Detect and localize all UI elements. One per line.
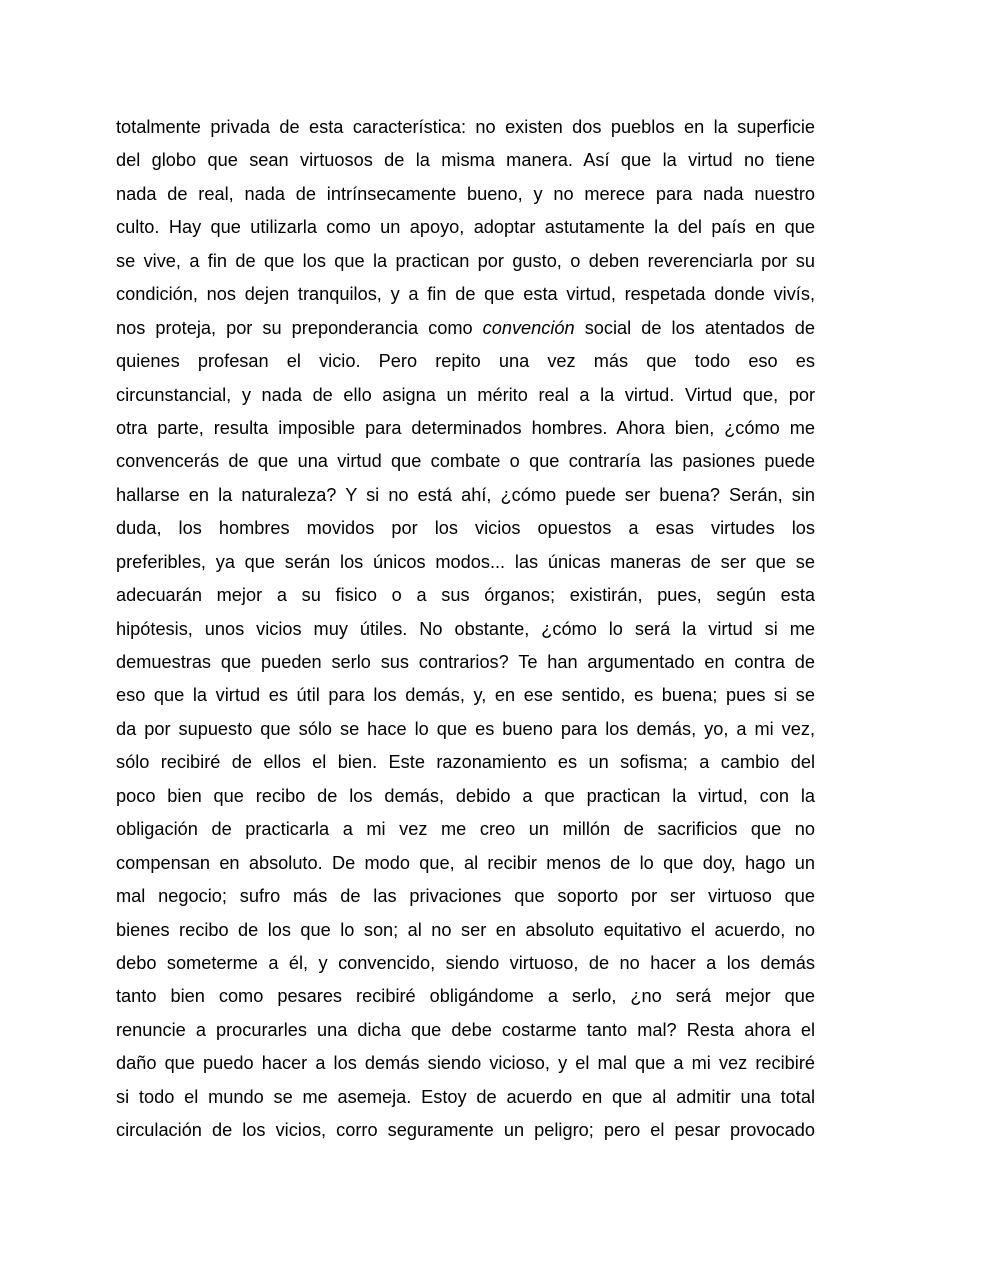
- text-line: duda, los hombres movidos por los vicios opuestos a esas virtudes los: [116, 518, 815, 539]
- text-line: debo someterme a él, y convencido, siendo virtuoso, de no hacer a los demás: [116, 952, 815, 973]
- text-line: quienes profesan el vicio. Pero repito una vez más que todo eso es: [116, 351, 815, 372]
- text-line: hipótesis, unos vicios muy útiles. No obstante, ¿cómo lo será la virtud si me: [116, 618, 815, 639]
- text-line: condición, nos dejen tranquilos, y a fin de que esta virtud, respetada donde vivís,: [116, 284, 815, 305]
- text-line: otra parte, resulta imposible para determinados hombres. Ahora bien, ¿cómo me: [116, 417, 815, 438]
- text-line: daño que puedo hacer a los demás siendo vicioso, y el mal que a mi vez recibiré: [116, 1053, 815, 1074]
- text-segment: social de los atentados de: [574, 317, 815, 338]
- text-line: bienes recibo de los que lo son; al no ser en absoluto equitativo el acuerdo, no: [116, 919, 815, 940]
- text-line: hallarse en la naturaleza? Y si no está ahí, ¿cómo puede ser buena? Serán, sin: [116, 484, 815, 505]
- text-line: da por supuesto que sólo se hace lo que es bueno para los demás, yo, a mi vez,: [116, 718, 815, 739]
- text-line: circulación de los vicios, corro seguramente un peligro; pero el pesar provocado: [116, 1120, 815, 1141]
- text-segment: nos proteja, por su preponderancia como: [116, 317, 483, 338]
- text-line: nada de real, nada de intrínsecamente bueno, y no merece para nada nuestro: [116, 183, 815, 204]
- document-page: [116, 111, 815, 1148]
- text-line: poco bien que recibo de los demás, debido a que practican la virtud, con la: [116, 785, 815, 806]
- text-line: tanto bien como pesares recibiré obligándome a serlo, ¿no será mejor que: [116, 986, 815, 1007]
- text-line: preferibles, ya que serán los únicos modos... las únicas maneras de ser que se: [116, 551, 815, 572]
- text-line: renuncie a procurarles una dicha que debe costarme tanto mal? Resta ahora el: [116, 1019, 815, 1040]
- italic-term: convención: [482, 317, 575, 338]
- text-line: se vive, a fin de que los que la practican por gusto, o deben reverenciarla por su: [116, 250, 815, 271]
- text-line: culto. Hay que utilizarla como un apoyo, adoptar astutamente la del país en que: [116, 217, 815, 238]
- text-line: sólo recibiré de ellos el bien. Este razonamiento es un sofisma; a cambio del: [116, 752, 815, 773]
- text-line: adecuarán mejor a su fisico o a sus órganos; existirán, pues, según esta: [116, 585, 815, 606]
- text-line: obligación de practicarla a mi vez me creo un millón de sacrificios que no: [116, 819, 815, 840]
- text-line: circunstancial, y nada de ello asigna un mérito real a la virtud. Virtud que, por: [116, 384, 815, 405]
- text-line: del globo que sean virtuosos de la misma manera. Así que la virtud no tiene: [116, 150, 815, 171]
- text-line-with-italic: [116, 312, 815, 345]
- text-line: totalmente privada de esta característica: no existen dos pueblos en la superficie: [116, 117, 815, 137]
- text-line: si todo el mundo se me asemeja. Estoy de acuerdo en que al admitir una total: [116, 1086, 815, 1107]
- text-line: compensan en absoluto. De modo que, al recibir menos de lo que doy, hago un: [116, 852, 815, 873]
- text-line: eso que la virtud es útil para los demás, y, en ese sentido, es buena; pues si se: [116, 685, 815, 706]
- text-line: demuestras que pueden serlo sus contrarios? Te han argumentado en contra de: [116, 652, 815, 672]
- text-line: mal negocio; sufro más de las privaciones que soporto por ser virtuoso que: [116, 886, 815, 907]
- text-line: convencerás de que una virtud que combate o que contraría las pasiones puede: [116, 451, 815, 472]
